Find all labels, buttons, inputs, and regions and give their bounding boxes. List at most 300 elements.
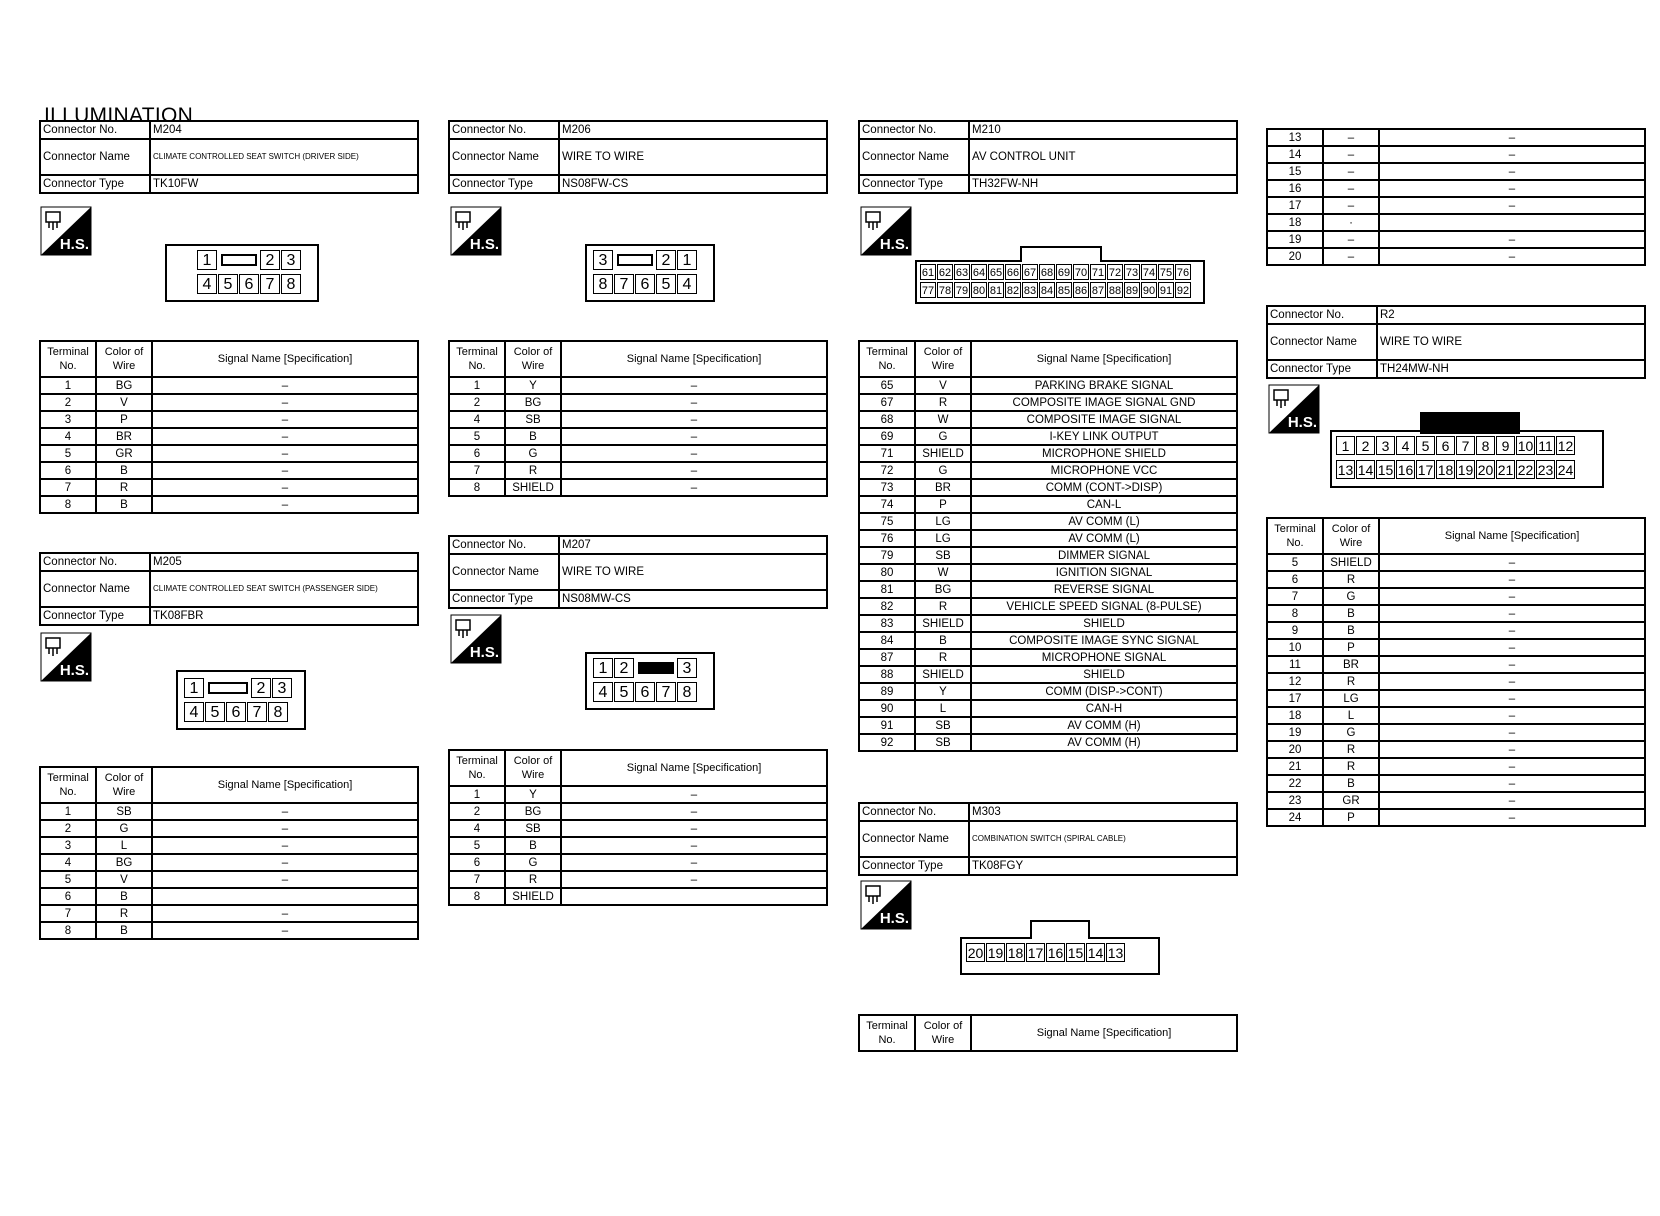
pin-67: 67	[1022, 264, 1038, 280]
pin-2: 2	[1356, 436, 1375, 455]
pin-5: 5	[614, 682, 634, 702]
pin-row-bottom	[593, 274, 698, 294]
terminal-no-cell: 8	[1267, 605, 1323, 622]
table-row	[40, 837, 418, 854]
connector-name-label: Connector Name	[859, 139, 969, 175]
wire-color-cell: B	[1323, 622, 1379, 639]
signal-name-cell: –	[1379, 673, 1645, 690]
table-row	[449, 394, 827, 411]
pin-20: 20	[1477, 462, 1494, 478]
table-row	[1267, 231, 1645, 248]
wire-color-cell: B	[505, 837, 561, 854]
hs-label: H.S.	[1287, 414, 1317, 431]
m206-connector-face	[585, 244, 715, 302]
terminal-no-cell: 3	[40, 411, 96, 428]
terminal-no-cell: 19	[1267, 231, 1323, 248]
terminal-no-cell: 8	[449, 479, 505, 496]
pin-63: 63	[954, 264, 970, 280]
table-row	[859, 666, 1237, 683]
pin-77: 77	[920, 282, 936, 298]
header-terminal-no: Terminal No.	[449, 750, 505, 786]
wire-color-cell: –	[1323, 231, 1379, 248]
pin-2: 2	[614, 658, 634, 678]
terminal-no-cell: 6	[1267, 571, 1323, 588]
pin-1: 1	[184, 678, 204, 698]
pin-91: 91	[1158, 282, 1174, 298]
wire-color-cell: G	[1323, 724, 1379, 741]
pin-71: 71	[1090, 264, 1106, 280]
table-row	[859, 615, 1237, 632]
pin-row-bottom	[593, 682, 698, 702]
terminal-no-cell: 1	[40, 377, 96, 394]
table-row	[859, 513, 1237, 530]
header-terminal-no: Terminal No.	[449, 341, 505, 377]
table-row	[40, 462, 418, 479]
pin-3: 3	[1376, 436, 1395, 455]
connector-name-value: WIRE TO WIRE	[1377, 324, 1645, 360]
pin-75: 75	[1158, 264, 1174, 280]
header-color-of-wire: Color of Wire	[505, 750, 561, 786]
pin-4: 4	[677, 274, 697, 294]
signal-name-cell: –	[561, 462, 827, 479]
pin-16: 16	[1397, 462, 1414, 478]
signal-name-cell: –	[152, 803, 418, 820]
wire-color-cell: B	[915, 632, 971, 649]
signal-name-cell: –	[152, 411, 418, 428]
pin-76: 76	[1175, 264, 1191, 280]
wire-color-cell: LG	[915, 530, 971, 547]
wire-color-cell: GR	[96, 445, 152, 462]
terminal-no-cell: 17	[1267, 690, 1323, 707]
wire-color-cell: P	[915, 496, 971, 513]
pin-4: 4	[593, 682, 613, 702]
signal-name-cell: –	[561, 871, 827, 888]
connector-name-label: Connector Name	[1267, 324, 1377, 360]
pin-82: 82	[1005, 282, 1021, 298]
r2-connector-face	[1330, 430, 1604, 488]
terminal-no-cell: 74	[859, 496, 915, 513]
table-row	[40, 479, 418, 496]
pin-5: 5	[656, 274, 676, 294]
signal-name-cell: –	[1379, 656, 1645, 673]
wire-color-cell: SHIELD	[915, 666, 971, 683]
signal-name-cell: –	[1379, 792, 1645, 809]
pin-13: 13	[1107, 945, 1124, 961]
signal-name-cell: –	[1379, 690, 1645, 707]
table-row	[859, 547, 1237, 564]
pin-row-top	[593, 658, 698, 678]
terminal-no-cell: 71	[859, 445, 915, 462]
table-row	[859, 632, 1237, 649]
m210-header	[858, 120, 1238, 194]
table-row	[1267, 639, 1645, 656]
pin-80: 80	[971, 282, 987, 298]
wire-color-cell: B	[96, 462, 152, 479]
wire-color-cell: BG	[96, 854, 152, 871]
pin-15: 15	[1377, 462, 1394, 478]
table-row	[1267, 197, 1645, 214]
m206-header	[448, 120, 828, 194]
wire-color-cell: R	[1323, 758, 1379, 775]
wire-color-cell: B	[1323, 775, 1379, 792]
connector-no-label: Connector No.	[449, 121, 559, 139]
table-row	[449, 888, 827, 905]
pin-2: 2	[251, 678, 271, 698]
table-row	[859, 598, 1237, 615]
connector-type-label: Connector Type	[40, 607, 150, 625]
terminal-no-cell: 75	[859, 513, 915, 530]
pin-7: 7	[260, 274, 280, 294]
connector-name-value: AV CONTROL UNIT	[969, 139, 1237, 175]
wire-color-cell: R	[915, 598, 971, 615]
signal-name-cell: –	[561, 820, 827, 837]
signal-name-cell: –	[152, 394, 418, 411]
terminal-no-cell: 20	[1267, 248, 1323, 265]
signal-name-cell	[561, 888, 827, 905]
pin-7: 7	[247, 702, 267, 722]
wire-color-cell: W	[915, 564, 971, 581]
terminal-no-cell: 7	[40, 905, 96, 922]
table-row	[40, 411, 418, 428]
m206-terminal-table	[448, 340, 828, 497]
terminal-no-cell: 9	[1267, 622, 1323, 639]
signal-name-cell: –	[1379, 197, 1645, 214]
pin-92: 92	[1175, 282, 1191, 298]
table-row	[1267, 741, 1645, 758]
table-header-row	[449, 750, 827, 786]
wire-color-cell: LG	[915, 513, 971, 530]
header-color-of-wire: Color of Wire	[915, 341, 971, 377]
table-row	[40, 377, 418, 394]
table-row	[449, 445, 827, 462]
signal-name-cell: AV COMM (H)	[971, 734, 1237, 751]
terminal-no-cell: 4	[449, 820, 505, 837]
table-row	[1267, 758, 1645, 775]
pin-66: 66	[1005, 264, 1021, 280]
signal-name-cell: –	[152, 820, 418, 837]
pin-24: 24	[1557, 462, 1574, 478]
terminal-no-cell: 5	[449, 837, 505, 854]
pin-21: 21	[1497, 462, 1514, 478]
terminal-no-cell: 7	[1267, 588, 1323, 605]
signal-name-cell: –	[152, 428, 418, 445]
signal-name-cell: IGNITION SIGNAL	[971, 564, 1237, 581]
wire-color-cell: P	[96, 411, 152, 428]
table-row	[1267, 724, 1645, 741]
terminal-no-cell: 5	[40, 445, 96, 462]
signal-name-cell: AV COMM (L)	[971, 530, 1237, 547]
terminal-no-cell: 6	[40, 888, 96, 905]
pin-88: 88	[1107, 282, 1123, 298]
wire-color-cell: –	[1323, 163, 1379, 180]
wire-color-cell: L	[1323, 707, 1379, 724]
harness-side-icon	[1268, 384, 1320, 434]
m205-connector-face	[176, 670, 306, 730]
wire-color-cell: –	[1323, 180, 1379, 197]
connector-name-value: CLIMATE CONTROLLED SEAT SWITCH (DRIVER SIDE)	[150, 139, 418, 175]
table-row	[40, 820, 418, 837]
connector-name-label: Connector Name	[40, 139, 150, 175]
wire-color-cell: Y	[505, 377, 561, 394]
signal-name-cell: –	[152, 837, 418, 854]
pin-2: 2	[656, 250, 676, 270]
terminal-no-cell: 84	[859, 632, 915, 649]
m303-header	[858, 802, 1238, 876]
signal-name-cell: –	[561, 428, 827, 445]
wire-color-cell: –	[1323, 197, 1379, 214]
wire-color-cell: BR	[96, 428, 152, 445]
r2-header	[1266, 305, 1646, 379]
pin-19: 19	[1457, 462, 1474, 478]
terminal-no-cell: 72	[859, 462, 915, 479]
table-row	[859, 530, 1237, 547]
terminal-no-cell: 5	[449, 428, 505, 445]
signal-name-cell: COMM (DISP->CONT)	[971, 683, 1237, 700]
table-row	[1267, 248, 1645, 265]
table-row	[859, 496, 1237, 513]
connector-type-label: Connector Type	[449, 175, 559, 193]
wire-color-cell: V	[96, 394, 152, 411]
terminal-no-cell: 69	[859, 428, 915, 445]
table-row	[449, 854, 827, 871]
table-row	[1267, 792, 1645, 809]
pin-73: 73	[1124, 264, 1140, 280]
pin-8: 8	[593, 274, 613, 294]
signal-name-cell: CAN-H	[971, 700, 1237, 717]
terminal-no-cell: 76	[859, 530, 915, 547]
table-row	[1267, 622, 1645, 639]
m204-terminal-table	[39, 340, 419, 514]
connector-no-label: Connector No.	[1267, 306, 1377, 324]
terminal-no-cell: 4	[40, 428, 96, 445]
signal-name-cell: –	[1379, 571, 1645, 588]
terminal-no-cell: 73	[859, 479, 915, 496]
wire-color-cell: G	[1323, 588, 1379, 605]
table-row	[449, 837, 827, 854]
m204-header	[39, 120, 419, 194]
terminal-no-cell: 6	[449, 445, 505, 462]
connector-no-value: M205	[150, 553, 418, 571]
wire-color-cell: V	[915, 377, 971, 394]
terminal-no-cell: 6	[40, 462, 96, 479]
pin-83: 83	[1022, 282, 1038, 298]
signal-name-cell: COMPOSITE IMAGE SIGNAL GND	[971, 394, 1237, 411]
terminal-no-cell: 14	[1267, 146, 1323, 163]
terminal-no-cell: 6	[449, 854, 505, 871]
wire-color-cell: G	[505, 445, 561, 462]
pin-85: 85	[1056, 282, 1072, 298]
wire-color-cell: SHIELD	[505, 479, 561, 496]
pin-17: 17	[1417, 462, 1434, 478]
table-row	[859, 445, 1237, 462]
table-row	[1267, 809, 1645, 826]
signal-name-cell: –	[152, 905, 418, 922]
wire-color-cell: SB	[505, 411, 561, 428]
m210-connector-face	[915, 260, 1205, 304]
connector-name-value: COMBINATION SWITCH (SPIRAL CABLE)	[969, 821, 1237, 857]
signal-name-cell: –	[561, 837, 827, 854]
connector-type-label: Connector Type	[1267, 360, 1377, 378]
connector-type-value: TH24MW-NH	[1377, 360, 1645, 378]
table-row	[40, 854, 418, 871]
connector-name-value: WIRE TO WIRE	[559, 554, 827, 590]
wire-color-cell: SB	[915, 734, 971, 751]
wire-color-cell: W	[915, 411, 971, 428]
pin-10: 10	[1517, 438, 1534, 454]
hs-label: H.S.	[59, 236, 89, 253]
wire-color-cell: SB	[915, 717, 971, 734]
table-row	[1267, 775, 1645, 792]
wire-color-cell: BG	[505, 394, 561, 411]
table-row	[1267, 605, 1645, 622]
harness-side-icon	[40, 632, 92, 682]
wire-color-cell: R	[505, 871, 561, 888]
pin-6: 6	[226, 702, 246, 722]
table-row	[449, 786, 827, 803]
table-row	[859, 717, 1237, 734]
signal-name-cell: –	[1379, 554, 1645, 571]
connector-name-label: Connector Name	[859, 821, 969, 857]
m210-latch	[1020, 246, 1102, 262]
connector-type-value: TK08FBR	[150, 607, 418, 625]
table-row	[859, 564, 1237, 581]
table-row	[449, 377, 827, 394]
terminal-no-cell: 2	[40, 394, 96, 411]
connector-type-label: Connector Type	[449, 590, 559, 608]
signal-name-cell: –	[1379, 248, 1645, 265]
pin-6: 6	[635, 274, 655, 294]
wire-color-cell: Y	[505, 786, 561, 803]
pin-row-top	[920, 264, 1192, 280]
terminal-no-cell: 11	[1267, 656, 1323, 673]
wire-color-cell: –	[1323, 248, 1379, 265]
terminal-no-cell: 88	[859, 666, 915, 683]
wire-color-cell: GR	[1323, 792, 1379, 809]
signal-name-cell: SHIELD	[971, 615, 1237, 632]
signal-name-cell	[152, 888, 418, 905]
table-row	[859, 700, 1237, 717]
header-signal-name: Signal Name [Specification]	[561, 750, 827, 786]
wire-color-cell: –	[1323, 129, 1379, 146]
header-signal-name: Signal Name [Specification]	[152, 767, 418, 803]
header-color-of-wire: Color of Wire	[915, 1015, 971, 1051]
table-row	[859, 734, 1237, 751]
terminal-no-cell: 1	[449, 377, 505, 394]
wire-color-cell: R	[915, 394, 971, 411]
header-color-of-wire: Color of Wire	[505, 341, 561, 377]
pin-69: 69	[1056, 264, 1072, 280]
terminal-no-cell: 19	[1267, 724, 1323, 741]
wire-color-cell: G	[915, 462, 971, 479]
signal-name-cell: –	[1379, 180, 1645, 197]
pin-18: 18	[1437, 462, 1454, 478]
header-signal-name: Signal Name [Specification]	[561, 341, 827, 377]
m207-header	[448, 535, 828, 609]
wire-color-cell: L	[915, 700, 971, 717]
signal-name-cell: –	[1379, 775, 1645, 792]
signal-name-cell: –	[561, 394, 827, 411]
connector-type-value: NS08FW-CS	[559, 175, 827, 193]
pin-row-top	[593, 250, 698, 270]
wire-color-cell: ·	[1323, 214, 1379, 231]
lock-slot	[617, 254, 653, 266]
pin-72: 72	[1107, 264, 1123, 280]
table-row	[859, 581, 1237, 598]
terminal-no-cell: 21	[1267, 758, 1323, 775]
table-row	[449, 411, 827, 428]
pin-3: 3	[281, 250, 301, 270]
wire-color-cell: BG	[505, 803, 561, 820]
terminal-no-cell: 22	[1267, 775, 1323, 792]
table-row	[859, 462, 1237, 479]
signal-name-cell: COMM (CONT->DISP)	[971, 479, 1237, 496]
terminal-no-cell: 10	[1267, 639, 1323, 656]
terminal-no-cell: 5	[1267, 554, 1323, 571]
signal-name-cell: –	[152, 377, 418, 394]
table-row	[1267, 571, 1645, 588]
wire-color-cell: P	[1323, 809, 1379, 826]
table-row	[1267, 180, 1645, 197]
table-row	[1267, 707, 1645, 724]
table-row	[859, 428, 1237, 445]
signal-name-cell: VEHICLE SPEED SIGNAL (8-PULSE)	[971, 598, 1237, 615]
table-row	[859, 479, 1237, 496]
terminal-no-cell: 5	[40, 871, 96, 888]
signal-name-cell: DIMMER SIGNAL	[971, 547, 1237, 564]
wire-color-cell: –	[1323, 146, 1379, 163]
table-header-row	[859, 1015, 1237, 1051]
table-row	[449, 820, 827, 837]
terminal-no-cell: 92	[859, 734, 915, 751]
terminal-no-cell: 18	[1267, 707, 1323, 724]
wire-color-cell: R	[1323, 741, 1379, 758]
terminal-no-cell: 15	[1267, 163, 1323, 180]
pin-81: 81	[988, 282, 1004, 298]
signal-name-cell: –	[561, 411, 827, 428]
connector-name-label: Connector Name	[449, 554, 559, 590]
table-row	[1267, 656, 1645, 673]
connector-no-value: M204	[150, 121, 418, 139]
pin-13: 13	[1337, 462, 1354, 478]
pin-61: 61	[920, 264, 936, 280]
wire-color-cell: SB	[96, 803, 152, 820]
table-row	[1267, 163, 1645, 180]
wire-color-cell: P	[1323, 639, 1379, 656]
pin-row-top	[197, 250, 302, 270]
pin-7: 7	[1456, 436, 1475, 455]
terminal-no-cell: 91	[859, 717, 915, 734]
wire-color-cell: BR	[915, 479, 971, 496]
wire-color-cell: L	[96, 837, 152, 854]
pin-12: 12	[1557, 438, 1574, 454]
pin-8: 8	[281, 274, 301, 294]
m303-latch	[1030, 920, 1090, 939]
m205-terminal-table	[39, 766, 419, 940]
pin-15: 15	[1067, 945, 1084, 961]
signal-name-cell: –	[1379, 146, 1645, 163]
terminal-no-cell: 8	[40, 496, 96, 513]
connector-no-label: Connector No.	[40, 121, 150, 139]
table-row	[40, 905, 418, 922]
connector-name-label: Connector Name	[449, 139, 559, 175]
signal-name-cell	[1379, 214, 1645, 231]
table-row	[1267, 690, 1645, 707]
terminal-no-cell: 90	[859, 700, 915, 717]
pin-9: 9	[1496, 436, 1515, 455]
signal-name-cell: –	[152, 854, 418, 871]
signal-name-cell: –	[1379, 163, 1645, 180]
wire-color-cell: SHIELD	[505, 888, 561, 905]
